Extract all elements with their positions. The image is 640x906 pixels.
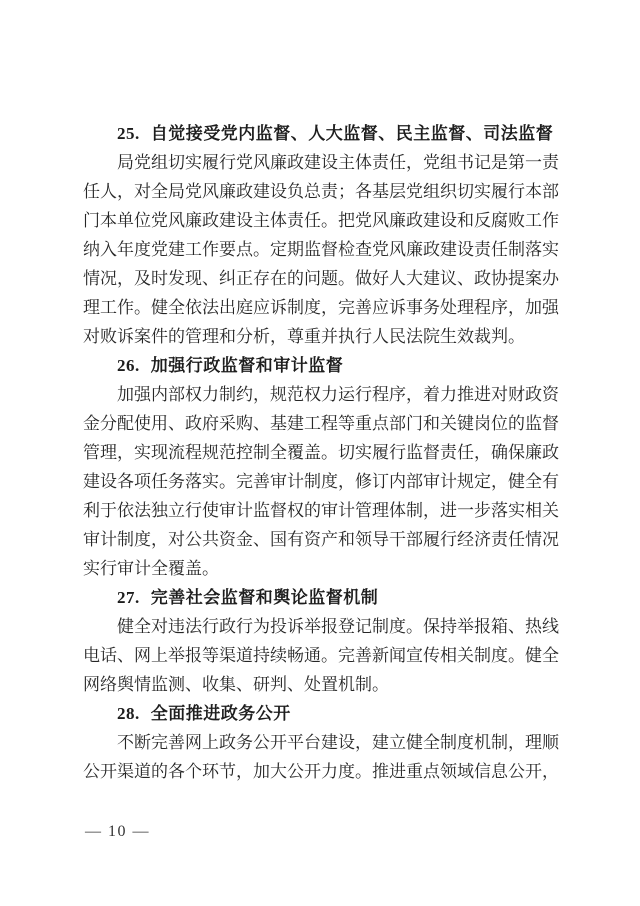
section-26-title: 加强行政监督和审计监督 bbox=[150, 356, 344, 375]
section-26-body: 加强内部权力制约，规范权力运行程序，着力推进对财政资金分配使用、政府采购、基建工程等重点部门和关键岗位的监督管理，实现流程规范控制全覆盖。切实履行监督责任，确保廉政建设各项任务落实。完善审计制度，修订内部审计规定，健全有利于依法独立行使审计监督权的审计管理体制，进一步落实相关审计制度，对公共资金、国有资产和领导干部履行经济责任情况实行审计全覆盖。 bbox=[83, 385, 559, 578]
page-number: — 10 — bbox=[85, 823, 150, 840]
section-26-number: 26. bbox=[117, 356, 140, 375]
section-26-heading bbox=[83, 351, 559, 380]
section-28-number: 28. bbox=[117, 704, 140, 723]
section-28-heading bbox=[83, 699, 559, 728]
section-25-body: 局党组切实履行党风廉政建设主体责任，党组书记是第一责任人，对全局党风廉政建设负总责；各基层党组织切实履行本部门本单位党风廉政建设主体责任。把党风廉政建设和反腐败工作纳入年度党建工作要点。定期监督检查党风廉政建设责任制落实情况，及时发现、纠正存在的问题。做好人大建议、政协提案办理工作。健全依法出庭应诉制度，完善应诉事务处理程序，加强对败诉案件的管理和分析，尊重并执行人民法院生效裁判。 bbox=[83, 153, 559, 346]
section-27-title: 完善社会监督和舆论监督机制 bbox=[150, 588, 379, 607]
section-25-title: 自觉接受党内监督、人大监督、民主监督、司法监督 bbox=[150, 124, 554, 143]
section-27-heading bbox=[83, 583, 559, 612]
section-28 bbox=[83, 699, 559, 786]
section-27 bbox=[83, 583, 559, 699]
section-25 bbox=[83, 119, 559, 351]
section-27-number: 27. bbox=[117, 588, 140, 607]
section-25-number: 25. bbox=[117, 124, 140, 143]
section-26 bbox=[83, 351, 559, 583]
section-27-body: 健全对违法行政行为投诉举报登记制度。保持举报箱、热线电话、网上举报等渠道持续畅通。完善新闻宣传相关制度。健全网络舆情监测、收集、研判、处置机制。 bbox=[83, 617, 559, 694]
section-28-title: 全面推进政务公开 bbox=[150, 704, 291, 723]
document-content bbox=[83, 119, 559, 786]
section-28-body: 不断完善网上政务公开平台建设，建立健全制度机制，理顺公开渠道的各个环节，加大公开力度。推进重点领域信息公开， bbox=[83, 733, 559, 781]
section-25-heading bbox=[83, 119, 559, 148]
